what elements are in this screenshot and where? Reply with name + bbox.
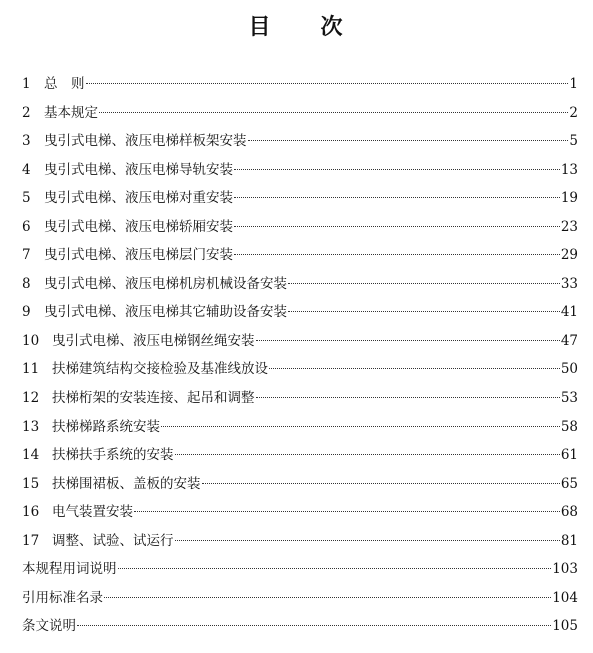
toc-entry-label: 曳引式电梯、液压电梯层门安装: [44, 247, 233, 264]
toc-entry-label: 条文说明: [22, 618, 76, 635]
toc-entry-number: 15: [22, 475, 40, 492]
toc-entry-5[interactable]: [22, 184, 578, 213]
toc-entry-1[interactable]: [22, 70, 578, 99]
toc-entry-number: 6: [22, 218, 31, 235]
toc-entry-15[interactable]: [22, 470, 578, 499]
toc-entry-10[interactable]: [22, 327, 578, 356]
toc-entry-label: 总 则: [44, 76, 85, 92]
toc-entry-6[interactable]: [22, 213, 578, 242]
toc-entry-label: 调整、试验、试运行: [52, 532, 174, 549]
toc-entry-number: 16: [22, 504, 40, 521]
dot-leader: [118, 568, 552, 569]
toc-entry-page: 68: [560, 504, 578, 521]
dot-leader: [256, 340, 560, 341]
dot-leader: [256, 397, 560, 398]
dot-leader: [161, 426, 560, 427]
toc-entry-page: 5: [569, 133, 578, 150]
toc-entry-label: 引用标准名录: [22, 589, 103, 606]
dot-leader: [77, 625, 551, 626]
dot-leader: [234, 197, 560, 198]
toc-entry-number: 8: [22, 275, 31, 292]
table-of-contents: [22, 70, 578, 641]
toc-entry-label: 扶梯梯路系统安装: [52, 418, 160, 435]
toc-entry-number: 1: [22, 76, 31, 92]
toc-entry-page: 103: [552, 561, 578, 578]
toc-entry-number: 3: [22, 133, 31, 150]
toc-entry-8[interactable]: [22, 270, 578, 299]
toc-entry-page: 81: [560, 532, 578, 549]
dot-leader: [234, 169, 560, 170]
toc-entry-number: 7: [22, 247, 31, 264]
toc-entry-page: 53: [560, 390, 578, 407]
toc-entry-page: 50: [560, 361, 578, 378]
dot-leader: [248, 140, 569, 141]
dot-leader: [175, 454, 560, 455]
toc-entry-label: 基本规定: [44, 104, 98, 121]
toc-entry-number: 2: [22, 104, 31, 121]
dot-leader: [202, 483, 560, 484]
dot-leader: [134, 511, 560, 512]
toc-entry-12[interactable]: [22, 384, 578, 413]
toc-entry-explanation[interactable]: [22, 612, 578, 641]
toc-entry-14[interactable]: [22, 441, 578, 470]
toc-entry-11[interactable]: [22, 355, 578, 384]
dot-leader: [288, 283, 560, 284]
dot-leader: [99, 112, 568, 113]
toc-entry-number: 12: [22, 390, 40, 407]
toc-entry-page: 23: [560, 218, 578, 235]
dot-leader: [288, 311, 560, 312]
toc-entry-13[interactable]: [22, 413, 578, 442]
toc-entry-number: 11: [22, 361, 40, 378]
toc-entry-references[interactable]: [22, 584, 578, 613]
toc-entry-label: 曳引式电梯、液压电梯钢丝绳安装: [52, 332, 255, 349]
dot-leader: [175, 540, 560, 541]
toc-entry-4[interactable]: [22, 156, 578, 185]
dot-leader: [234, 226, 560, 227]
toc-entry-page: 65: [560, 475, 578, 492]
toc-entry-number: 4: [22, 161, 31, 178]
toc-entry-number: 10: [22, 332, 40, 349]
page-title: 目 次: [248, 15, 345, 40]
toc-entry-page: 104: [552, 589, 578, 606]
toc-entry-page: 13: [560, 161, 578, 178]
toc-entry-label: 本规程用词说明: [22, 561, 117, 578]
toc-entry-label: 扶梯桁架的安装连接、起吊和调整: [52, 390, 255, 407]
toc-entry-number: 5: [22, 190, 31, 207]
toc-entry-number: 9: [22, 304, 31, 321]
toc-entry-page: 47: [560, 332, 578, 349]
toc-entry-label: 电气装置安装: [52, 504, 133, 521]
toc-entry-2[interactable]: [22, 99, 578, 128]
toc-entry-page: 29: [560, 247, 578, 264]
toc-entry-number: 17: [22, 532, 40, 549]
toc-entry-label: 曳引式电梯、液压电梯轿厢安装: [44, 218, 233, 235]
toc-entry-number: 14: [22, 447, 40, 464]
toc-entry-page: 41: [560, 304, 578, 321]
toc-entry-label: 曳引式电梯、液压电梯机房机械设备安装: [44, 275, 287, 292]
toc-entry-label: 曳引式电梯、液压电梯导轨安装: [44, 161, 233, 178]
toc-entry-number: 13: [22, 418, 40, 435]
toc-entry-page: 19: [560, 190, 578, 207]
toc-entry-label: 曳引式电梯、液压电梯对重安装: [44, 190, 233, 207]
dot-leader: [234, 254, 560, 255]
toc-entry-7[interactable]: [22, 241, 578, 270]
toc-entry-label: 扶梯围裙板、盖板的安装: [52, 475, 201, 492]
toc-entry-page: 58: [560, 418, 578, 435]
toc-entry-page: 2: [569, 104, 578, 121]
dot-leader: [269, 368, 560, 369]
toc-entry-page: 1: [569, 76, 578, 92]
toc-entry-17[interactable]: [22, 527, 578, 556]
toc-entry-label: 曳引式电梯、液压电梯样板架安装: [44, 133, 247, 150]
dot-leader: [86, 83, 569, 84]
toc-entry-9[interactable]: [22, 298, 578, 327]
toc-entry-page: 61: [560, 447, 578, 464]
toc-entry-page: 105: [552, 618, 578, 635]
toc-entry-label: 扶梯扶手系统的安装: [52, 447, 174, 464]
toc-entry-page: 33: [560, 275, 578, 292]
dot-leader: [104, 597, 551, 598]
toc-entry-3[interactable]: [22, 127, 578, 156]
toc-entry-wording[interactable]: [22, 555, 578, 584]
toc-entry-label: 曳引式电梯、液压电梯其它辅助设备安装: [44, 304, 287, 321]
toc-entry-label: 扶梯建筑结构交接检验及基准线放设: [52, 361, 268, 378]
toc-entry-16[interactable]: [22, 498, 578, 527]
